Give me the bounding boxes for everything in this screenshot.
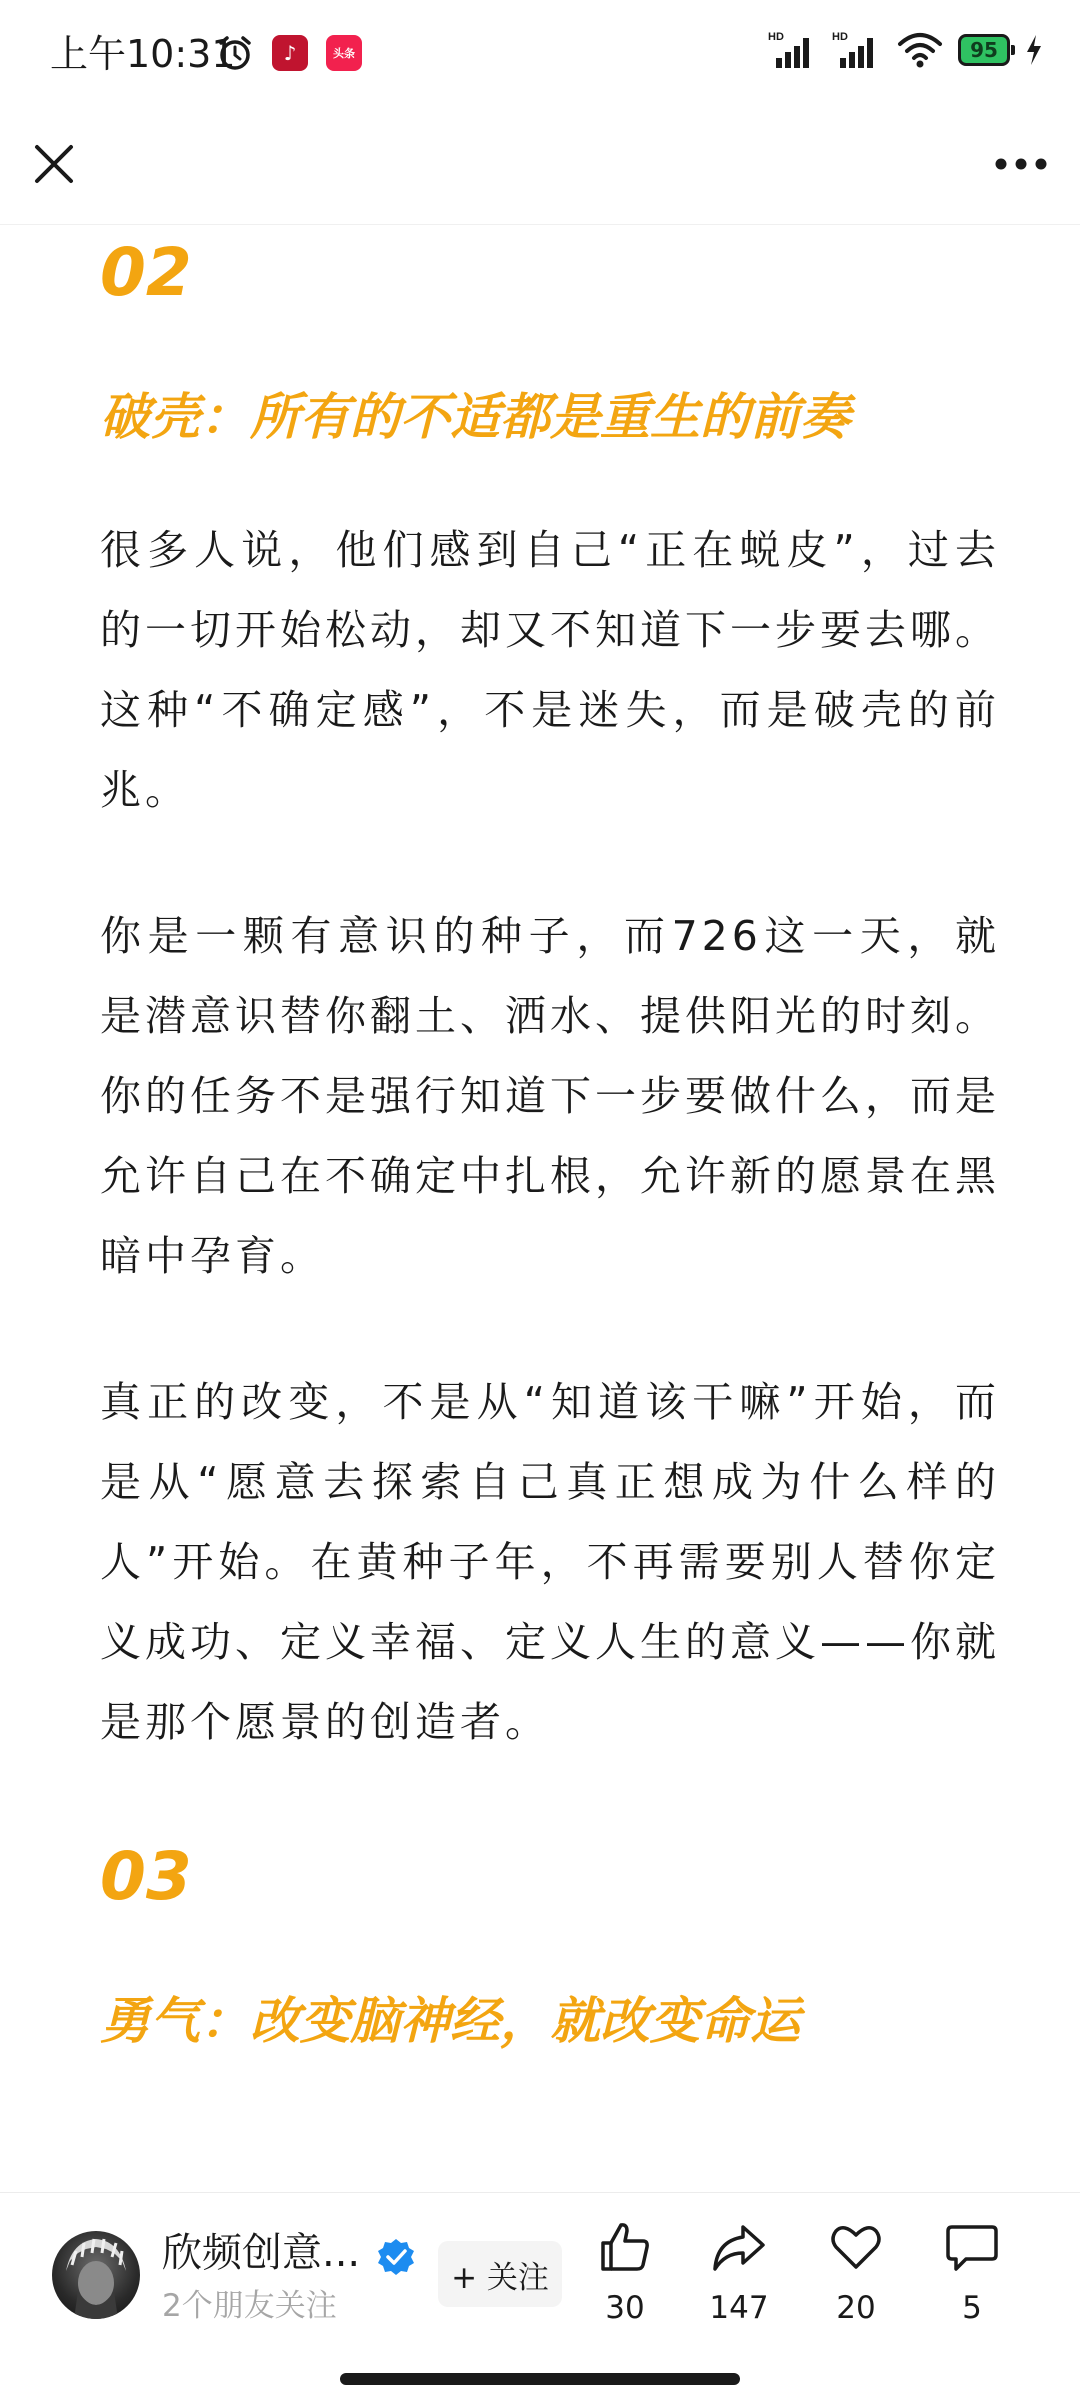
like-count: 30 xyxy=(605,2290,645,2326)
home-indicator[interactable] xyxy=(340,2373,740,2385)
signal-1-icon xyxy=(768,30,818,70)
status-time: 上午10:31 xyxy=(50,32,236,76)
signal-1-label: HD xyxy=(768,31,784,43)
verified-badge-icon xyxy=(376,2237,416,2281)
toutiao-badge: 头条 xyxy=(326,35,362,71)
close-icon xyxy=(33,143,75,185)
share-button[interactable] xyxy=(691,2219,787,2327)
wifi-icon xyxy=(896,30,944,70)
status-app-icons xyxy=(216,34,362,72)
favorite-count: 20 xyxy=(836,2290,876,2326)
favorite-button[interactable] xyxy=(808,2219,904,2327)
alarm-clock-icon xyxy=(216,34,254,72)
status-bar xyxy=(0,0,1080,108)
section-number-02: 02 xyxy=(100,234,192,311)
section-heading-03: 勇气：改变脑神经，就改变命运 xyxy=(100,1992,800,2050)
battery-indicator: 95 xyxy=(958,34,1010,66)
section-heading-02: 破壳：所有的不适都是重生的前奏 xyxy=(100,388,850,446)
paragraph-4: 真正的改变，不是从“知道该干嘛”开始，而是从“愿意去探索自己真正想成为什么样的人”开始。在黄种子年，不再需要别人替你定义成功、定义幸福、定义人生的意义——你就是那个愿景的创造者。 xyxy=(100,1378,1000,1746)
heart-icon xyxy=(828,2219,884,2275)
close-button[interactable] xyxy=(24,134,84,194)
tiktok-icon: ♪ xyxy=(272,35,308,71)
author-name[interactable]: 欣频创意... xyxy=(162,2230,361,2276)
share-count: 147 xyxy=(709,2290,769,2326)
article-body xyxy=(100,224,1000,2066)
paragraph-1: 很多人说，他们感到自己“正在蜕皮”，过去的一切开始松动，却又不知道下一步要去哪。这种“不确定感”，不是迷失，而是破壳的前兆。 xyxy=(100,526,1000,814)
top-nav xyxy=(0,108,1080,225)
bottom-action-bar xyxy=(0,2192,1080,2401)
paragraph-3: 你的任务不是强行知道下一步要做什么，而是允许自己在不确定中扎根，允许新的愿景在黑暗中孕育。 xyxy=(100,1072,1000,1280)
author-avatar[interactable] xyxy=(52,2231,140,2319)
thumbs-up-icon xyxy=(597,2219,653,2275)
comment-button[interactable] xyxy=(924,2219,1020,2327)
more-button[interactable] xyxy=(986,134,1056,194)
section-number-03: 03 xyxy=(100,1838,192,1915)
paragraph-2: 你是一颗有意识的种子，而726这一天，就是潜意识替你翻土、洒水、提供阳光的时刻。 xyxy=(100,912,1000,1040)
comment-count: 5 xyxy=(962,2290,982,2326)
more-dots-icon xyxy=(994,157,1048,171)
status-right xyxy=(768,30,1044,70)
like-button[interactable] xyxy=(577,2219,673,2327)
follower-text: 2个朋友关注 xyxy=(162,2288,337,2324)
comment-bubble-icon xyxy=(944,2219,1000,2275)
signal-2-label: HD xyxy=(832,31,848,43)
charging-bolt-icon xyxy=(1024,33,1044,67)
signal-2-icon xyxy=(832,30,882,70)
follow-button[interactable]: + 关注 xyxy=(438,2241,562,2307)
share-arrow-icon xyxy=(711,2219,767,2275)
